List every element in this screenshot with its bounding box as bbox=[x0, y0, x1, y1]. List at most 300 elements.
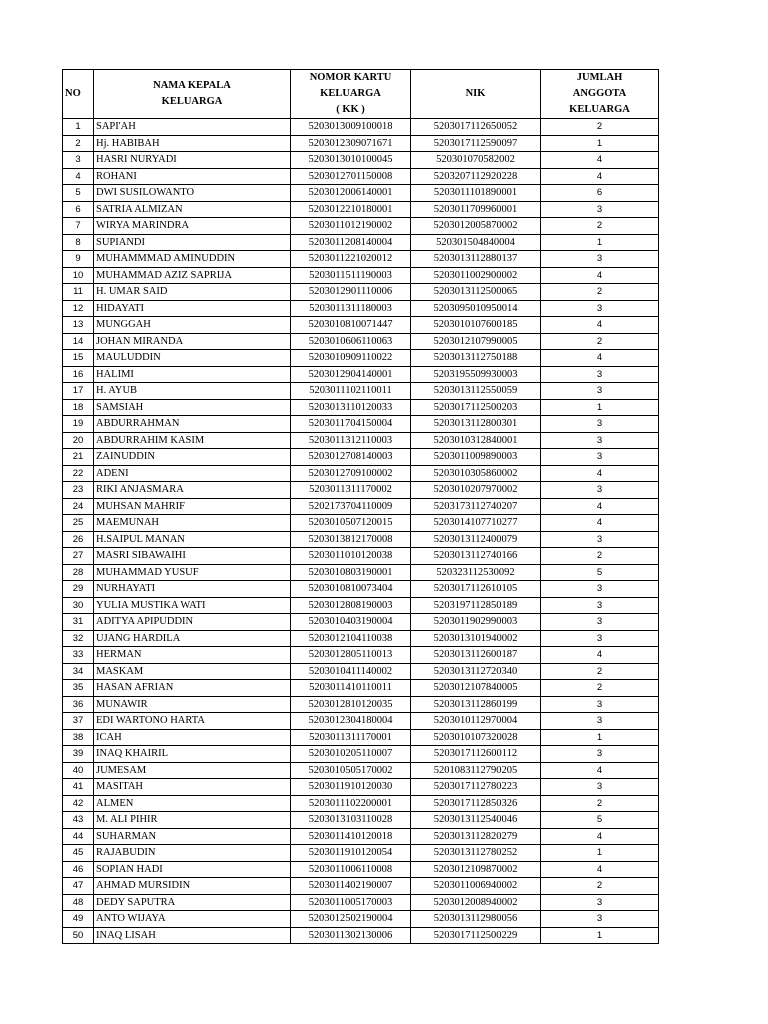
row-nama-kepala-keluarga: EDI WARTONO HARTA bbox=[94, 713, 291, 730]
row-jumlah-anggota: 3 bbox=[541, 201, 659, 218]
table-row bbox=[63, 432, 659, 449]
row-jumlah-anggota: 3 bbox=[541, 614, 659, 631]
header-no-label: NO bbox=[65, 88, 81, 99]
table-row bbox=[63, 812, 659, 829]
table-row bbox=[63, 168, 659, 185]
row-no: 35 bbox=[63, 680, 94, 697]
row-no: 33 bbox=[63, 647, 94, 664]
row-no: 18 bbox=[63, 399, 94, 416]
table-row bbox=[63, 894, 659, 911]
table-row bbox=[63, 911, 659, 928]
row-jumlah-anggota: 4 bbox=[541, 317, 659, 334]
row-no: 45 bbox=[63, 845, 94, 862]
table-row bbox=[63, 218, 659, 235]
row-nama-kepala-keluarga: ROHANI bbox=[94, 168, 291, 185]
row-jumlah-anggota: 3 bbox=[541, 894, 659, 911]
row-nama-kepala-keluarga: H. UMAR SAID bbox=[94, 284, 291, 301]
table-row bbox=[63, 449, 659, 466]
header-kk-line1: NOMOR KARTU bbox=[309, 72, 392, 83]
row-nik: 5203012107990005 bbox=[411, 333, 541, 350]
header-kk bbox=[291, 70, 411, 119]
header-nama-line1: NAMA KEPALA bbox=[153, 80, 231, 91]
row-nama-kepala-keluarga: MASKAM bbox=[94, 663, 291, 680]
row-nama-kepala-keluarga: ICAH bbox=[94, 729, 291, 746]
row-jumlah-anggota: 3 bbox=[541, 383, 659, 400]
row-no: 36 bbox=[63, 696, 94, 713]
table-row bbox=[63, 515, 659, 532]
row-jumlah-anggota: 3 bbox=[541, 300, 659, 317]
row-no: 5 bbox=[63, 185, 94, 202]
row-jumlah-anggota: 3 bbox=[541, 746, 659, 763]
row-no: 32 bbox=[63, 630, 94, 647]
family-table bbox=[62, 69, 659, 944]
row-nik: 5203011002900002 bbox=[411, 267, 541, 284]
row-nomor-kk: 5203013010100045 bbox=[291, 152, 411, 169]
row-nomor-kk: 5203013009100018 bbox=[291, 119, 411, 136]
table-row bbox=[63, 119, 659, 136]
header-nik-label: NIK bbox=[465, 88, 486, 99]
table-header bbox=[63, 70, 659, 119]
row-jumlah-anggota: 4 bbox=[541, 168, 659, 185]
table-row bbox=[63, 614, 659, 631]
row-nomor-kk: 5203011410110011 bbox=[291, 680, 411, 697]
row-nomor-kk: 5203011012190002 bbox=[291, 218, 411, 235]
row-jumlah-anggota: 2 bbox=[541, 680, 659, 697]
row-nomor-kk: 5203011704150004 bbox=[291, 416, 411, 433]
row-nik: 5203012005870002 bbox=[411, 218, 541, 235]
row-nomor-kk: 5203012309071671 bbox=[291, 135, 411, 152]
row-nik: 5203013112500065 bbox=[411, 284, 541, 301]
row-nomor-kk: 5203010411140002 bbox=[291, 663, 411, 680]
row-nomor-kk: 5203010205110007 bbox=[291, 746, 411, 763]
row-nama-kepala-keluarga: ABDURRAHIM KASIM bbox=[94, 432, 291, 449]
row-no: 42 bbox=[63, 795, 94, 812]
row-nama-kepala-keluarga: ZAINUDDIN bbox=[94, 449, 291, 466]
row-no: 39 bbox=[63, 746, 94, 763]
row-jumlah-anggota: 4 bbox=[541, 465, 659, 482]
row-nama-kepala-keluarga: UJANG HARDILA bbox=[94, 630, 291, 647]
row-jumlah-anggota: 2 bbox=[541, 218, 659, 235]
row-jumlah-anggota: 4 bbox=[541, 828, 659, 845]
row-nama-kepala-keluarga: ABDURRAHMAN bbox=[94, 416, 291, 433]
row-nama-kepala-keluarga: HERMAN bbox=[94, 647, 291, 664]
row-no: 47 bbox=[63, 878, 94, 895]
row-nama-kepala-keluarga: JOHAN MIRANDA bbox=[94, 333, 291, 350]
row-jumlah-anggota: 1 bbox=[541, 927, 659, 944]
row-nik: 5203013112750188 bbox=[411, 350, 541, 367]
row-no: 4 bbox=[63, 168, 94, 185]
row-nama-kepala-keluarga: MUHSAN MAHRIF bbox=[94, 498, 291, 515]
row-nama-kepala-keluarga: M. ALI PIHIR bbox=[94, 812, 291, 829]
table-row bbox=[63, 416, 659, 433]
row-jumlah-anggota: 2 bbox=[541, 284, 659, 301]
row-jumlah-anggota: 3 bbox=[541, 581, 659, 598]
row-no: 7 bbox=[63, 218, 94, 235]
row-no: 17 bbox=[63, 383, 94, 400]
row-nomor-kk: 5203012210180001 bbox=[291, 201, 411, 218]
row-jumlah-anggota: 2 bbox=[541, 333, 659, 350]
row-nama-kepala-keluarga: HASAN AFRIAN bbox=[94, 680, 291, 697]
row-nik: 5203017112590097 bbox=[411, 135, 541, 152]
row-nik: 5203010305860002 bbox=[411, 465, 541, 482]
table-row bbox=[63, 201, 659, 218]
row-nik: 5203013112820279 bbox=[411, 828, 541, 845]
row-nomor-kk: 5203010810071447 bbox=[291, 317, 411, 334]
row-nomor-kk: 5203012709100002 bbox=[291, 465, 411, 482]
row-nama-kepala-keluarga: MUHAMMMAD AMINUDDIN bbox=[94, 251, 291, 268]
row-no: 9 bbox=[63, 251, 94, 268]
row-nik: 5203011009890003 bbox=[411, 449, 541, 466]
table-row bbox=[63, 548, 659, 565]
row-nomor-kk: 5202173704110009 bbox=[291, 498, 411, 515]
table-row bbox=[63, 762, 659, 779]
row-nama-kepala-keluarga: MAULUDDIN bbox=[94, 350, 291, 367]
table-row bbox=[63, 350, 659, 367]
row-nik: 5203013112740166 bbox=[411, 548, 541, 565]
row-nik: 5203011006940002 bbox=[411, 878, 541, 895]
row-no: 13 bbox=[63, 317, 94, 334]
header-jumlah bbox=[541, 70, 659, 119]
table-row bbox=[63, 746, 659, 763]
table-row bbox=[63, 333, 659, 350]
table-row bbox=[63, 383, 659, 400]
row-nomor-kk: 5203011208140004 bbox=[291, 234, 411, 251]
row-nik: 5203010107320028 bbox=[411, 729, 541, 746]
row-jumlah-anggota: 3 bbox=[541, 251, 659, 268]
row-no: 22 bbox=[63, 465, 94, 482]
row-no: 14 bbox=[63, 333, 94, 350]
row-nomor-kk: 5203012805110013 bbox=[291, 647, 411, 664]
row-jumlah-anggota: 3 bbox=[541, 482, 659, 499]
row-nama-kepala-keluarga: YULIA MUSTIKA WATI bbox=[94, 597, 291, 614]
table-row bbox=[63, 630, 659, 647]
row-jumlah-anggota: 3 bbox=[541, 416, 659, 433]
row-nomor-kk: 5203013103110028 bbox=[291, 812, 411, 829]
row-jumlah-anggota: 4 bbox=[541, 152, 659, 169]
row-no: 31 bbox=[63, 614, 94, 631]
row-no: 15 bbox=[63, 350, 94, 367]
row-nomor-kk: 5203010606110063 bbox=[291, 333, 411, 350]
row-nik: 5203013112780252 bbox=[411, 845, 541, 862]
row-nama-kepala-keluarga: SATRIA ALMIZAN bbox=[94, 201, 291, 218]
row-jumlah-anggota: 5 bbox=[541, 812, 659, 829]
row-nik: 5203013101940002 bbox=[411, 630, 541, 647]
row-no: 25 bbox=[63, 515, 94, 532]
row-nik: 520301504840004 bbox=[411, 234, 541, 251]
table-row bbox=[63, 284, 659, 301]
row-nama-kepala-keluarga: SOPIAN HADI bbox=[94, 861, 291, 878]
row-nama-kepala-keluarga: ADENI bbox=[94, 465, 291, 482]
row-nik: 520301070582002 bbox=[411, 152, 541, 169]
row-nama-kepala-keluarga: ADITYA APIPUDDIN bbox=[94, 614, 291, 631]
row-nik: 5203010312840001 bbox=[411, 432, 541, 449]
table-row bbox=[63, 366, 659, 383]
row-jumlah-anggota: 3 bbox=[541, 449, 659, 466]
row-jumlah-anggota: 3 bbox=[541, 911, 659, 928]
header-kk-line2: KELUARGA bbox=[320, 88, 381, 99]
row-nama-kepala-keluarga: MAEMUNAH bbox=[94, 515, 291, 532]
row-jumlah-anggota: 2 bbox=[541, 663, 659, 680]
row-no: 41 bbox=[63, 779, 94, 796]
row-nomor-kk: 5203012808190003 bbox=[291, 597, 411, 614]
row-nama-kepala-keluarga: INAQ KHAIRIL bbox=[94, 746, 291, 763]
family-list-sheet bbox=[62, 69, 658, 944]
row-nomor-kk: 5203011910120054 bbox=[291, 845, 411, 862]
row-nik: 5203013112400079 bbox=[411, 531, 541, 548]
row-nama-kepala-keluarga: HALIMI bbox=[94, 366, 291, 383]
row-jumlah-anggota: 3 bbox=[541, 432, 659, 449]
table-row bbox=[63, 828, 659, 845]
row-nomor-kk: 5203011006110008 bbox=[291, 861, 411, 878]
row-no: 23 bbox=[63, 482, 94, 499]
row-nomor-kk: 5203012304180004 bbox=[291, 713, 411, 730]
row-jumlah-anggota: 4 bbox=[541, 861, 659, 878]
row-jumlah-anggota: 3 bbox=[541, 531, 659, 548]
header-jumlah-line3: KELUARGA bbox=[569, 104, 630, 115]
row-jumlah-anggota: 4 bbox=[541, 498, 659, 515]
row-no: 44 bbox=[63, 828, 94, 845]
row-nama-kepala-keluarga: H.SAIPUL MANAN bbox=[94, 531, 291, 548]
row-nomor-kk: 5203011221020012 bbox=[291, 251, 411, 268]
row-nik: 5203017112780223 bbox=[411, 779, 541, 796]
table-row bbox=[63, 531, 659, 548]
row-nomor-kk: 5203012006140001 bbox=[291, 185, 411, 202]
row-no: 26 bbox=[63, 531, 94, 548]
row-nik: 5203013112600187 bbox=[411, 647, 541, 664]
row-nomor-kk: 5203012701150008 bbox=[291, 168, 411, 185]
row-nik: 5203017112500229 bbox=[411, 927, 541, 944]
row-jumlah-anggota: 4 bbox=[541, 762, 659, 779]
row-nomor-kk: 5203011102110011 bbox=[291, 383, 411, 400]
row-nik: 5203012109870002 bbox=[411, 861, 541, 878]
header-no bbox=[63, 70, 94, 119]
row-nama-kepala-keluarga: RIKI ANJASMARA bbox=[94, 482, 291, 499]
row-nama-kepala-keluarga: MASRI SIBAWAIHI bbox=[94, 548, 291, 565]
row-jumlah-anggota: 6 bbox=[541, 185, 659, 202]
header-nama bbox=[94, 70, 291, 119]
table-row bbox=[63, 399, 659, 416]
row-nama-kepala-keluarga: MUNAWIR bbox=[94, 696, 291, 713]
header-nama-line2: KELUARGA bbox=[161, 96, 223, 107]
row-nomor-kk: 5203011010120038 bbox=[291, 548, 411, 565]
row-no: 11 bbox=[63, 284, 94, 301]
table-row bbox=[63, 317, 659, 334]
row-nama-kepala-keluarga: MUNGGAH bbox=[94, 317, 291, 334]
row-nomor-kk: 5203013812170008 bbox=[291, 531, 411, 548]
table-row bbox=[63, 663, 659, 680]
row-nik: 5203012008940002 bbox=[411, 894, 541, 911]
table-row bbox=[63, 647, 659, 664]
table-row bbox=[63, 152, 659, 169]
row-nomor-kk: 5203010803190001 bbox=[291, 564, 411, 581]
row-nik: 5203011902990003 bbox=[411, 614, 541, 631]
row-nik: 5203013112980056 bbox=[411, 911, 541, 928]
row-jumlah-anggota: 2 bbox=[541, 119, 659, 136]
table-row bbox=[63, 597, 659, 614]
row-nama-kepala-keluarga: NURHAYATI bbox=[94, 581, 291, 598]
row-nik: 5203013112860199 bbox=[411, 696, 541, 713]
row-no: 19 bbox=[63, 416, 94, 433]
row-no: 30 bbox=[63, 597, 94, 614]
row-nik: 5203095010950014 bbox=[411, 300, 541, 317]
table-row bbox=[63, 185, 659, 202]
row-jumlah-anggota: 1 bbox=[541, 729, 659, 746]
row-nama-kepala-keluarga: SAPI'AH bbox=[94, 119, 291, 136]
row-nomor-kk: 5203011402190007 bbox=[291, 878, 411, 895]
table-row bbox=[63, 267, 659, 284]
row-nik: 5203010207970002 bbox=[411, 482, 541, 499]
row-jumlah-anggota: 4 bbox=[541, 350, 659, 367]
table-row bbox=[63, 878, 659, 895]
row-nama-kepala-keluarga: SUHARMAN bbox=[94, 828, 291, 845]
row-jumlah-anggota: 3 bbox=[541, 630, 659, 647]
row-no: 48 bbox=[63, 894, 94, 911]
row-no: 28 bbox=[63, 564, 94, 581]
row-jumlah-anggota: 4 bbox=[541, 647, 659, 664]
row-jumlah-anggota: 1 bbox=[541, 135, 659, 152]
table-body bbox=[63, 119, 659, 944]
row-nik: 5203207112920228 bbox=[411, 168, 541, 185]
row-nama-kepala-keluarga: WIRYA MARINDRA bbox=[94, 218, 291, 235]
row-no: 38 bbox=[63, 729, 94, 746]
header-kk-line3: ( KK ) bbox=[336, 104, 365, 115]
row-nama-kepala-keluarga: MASITAH bbox=[94, 779, 291, 796]
row-nama-kepala-keluarga: MUHAMMAD AZIZ SAPRIJA bbox=[94, 267, 291, 284]
row-nama-kepala-keluarga: AHMAD MURSIDIN bbox=[94, 878, 291, 895]
row-no: 24 bbox=[63, 498, 94, 515]
row-no: 1 bbox=[63, 119, 94, 136]
header-jumlah-line2: ANGGOTA bbox=[572, 88, 627, 99]
row-jumlah-anggota: 2 bbox=[541, 795, 659, 812]
row-nama-kepala-keluarga: DWI SUSILOWANTO bbox=[94, 185, 291, 202]
row-nama-kepala-keluarga: SAMSIAH bbox=[94, 399, 291, 416]
row-nik: 5203011709960001 bbox=[411, 201, 541, 218]
row-nomor-kk: 5203011410120018 bbox=[291, 828, 411, 845]
row-no: 37 bbox=[63, 713, 94, 730]
header-jumlah-line1: JUMLAH bbox=[576, 72, 623, 83]
row-nik: 5203195509930003 bbox=[411, 366, 541, 383]
row-nomor-kk: 5203012104110038 bbox=[291, 630, 411, 647]
table-row bbox=[63, 234, 659, 251]
row-nama-kepala-keluarga: Hj. HABIBAH bbox=[94, 135, 291, 152]
table-row bbox=[63, 680, 659, 697]
row-nik: 5203013112550059 bbox=[411, 383, 541, 400]
row-jumlah-anggota: 4 bbox=[541, 515, 659, 532]
table-row bbox=[63, 465, 659, 482]
row-nomor-kk: 5203010810073404 bbox=[291, 581, 411, 598]
row-nomor-kk: 5203013110120033 bbox=[291, 399, 411, 416]
row-no: 21 bbox=[63, 449, 94, 466]
row-nik: 5203010112970004 bbox=[411, 713, 541, 730]
row-nik: 5203017112850326 bbox=[411, 795, 541, 812]
row-nik: 5203012107840005 bbox=[411, 680, 541, 697]
row-nomor-kk: 5203012904140001 bbox=[291, 366, 411, 383]
row-nama-kepala-keluarga: DEDY SAPUTRA bbox=[94, 894, 291, 911]
row-jumlah-anggota: 5 bbox=[541, 564, 659, 581]
row-jumlah-anggota: 4 bbox=[541, 267, 659, 284]
row-jumlah-anggota: 3 bbox=[541, 597, 659, 614]
row-nomor-kk: 5203010403190004 bbox=[291, 614, 411, 631]
row-nomor-kk: 5203011511190003 bbox=[291, 267, 411, 284]
row-no: 46 bbox=[63, 861, 94, 878]
row-nik: 5203010107600185 bbox=[411, 317, 541, 334]
row-jumlah-anggota: 1 bbox=[541, 399, 659, 416]
row-jumlah-anggota: 2 bbox=[541, 548, 659, 565]
row-jumlah-anggota: 3 bbox=[541, 713, 659, 730]
row-nomor-kk: 5203011312110003 bbox=[291, 432, 411, 449]
row-nik: 5203013112720340 bbox=[411, 663, 541, 680]
row-nomor-kk: 5203011102200001 bbox=[291, 795, 411, 812]
table-row bbox=[63, 581, 659, 598]
row-nomor-kk: 5203012810120035 bbox=[291, 696, 411, 713]
table-row bbox=[63, 135, 659, 152]
row-no: 34 bbox=[63, 663, 94, 680]
row-nik: 5203013112880137 bbox=[411, 251, 541, 268]
table-row bbox=[63, 300, 659, 317]
row-no: 8 bbox=[63, 234, 94, 251]
row-nomor-kk: 5203011302130006 bbox=[291, 927, 411, 944]
row-nama-kepala-keluarga: SUPIANDI bbox=[94, 234, 291, 251]
row-nomor-kk: 5203012708140003 bbox=[291, 449, 411, 466]
row-nama-kepala-keluarga: H. AYUB bbox=[94, 383, 291, 400]
row-no: 27 bbox=[63, 548, 94, 565]
row-nik: 5203017112650052 bbox=[411, 119, 541, 136]
row-no: 6 bbox=[63, 201, 94, 218]
row-nik: 520323112530092 bbox=[411, 564, 541, 581]
table-row bbox=[63, 845, 659, 862]
row-nama-kepala-keluarga: ALMEN bbox=[94, 795, 291, 812]
row-nama-kepala-keluarga: MUHAMMAD YUSUF bbox=[94, 564, 291, 581]
row-no: 50 bbox=[63, 927, 94, 944]
header-nik bbox=[411, 70, 541, 119]
row-nama-kepala-keluarga: HASRI NURYADI bbox=[94, 152, 291, 169]
row-nik: 5203017112600112 bbox=[411, 746, 541, 763]
table-row bbox=[63, 482, 659, 499]
row-nomor-kk: 5203010505170002 bbox=[291, 762, 411, 779]
row-no: 12 bbox=[63, 300, 94, 317]
row-nik: 5203013112800301 bbox=[411, 416, 541, 433]
row-no: 16 bbox=[63, 366, 94, 383]
table-row bbox=[63, 927, 659, 944]
header-row bbox=[63, 70, 659, 119]
row-jumlah-anggota: 1 bbox=[541, 845, 659, 862]
row-nama-kepala-keluarga: HIDAYATI bbox=[94, 300, 291, 317]
table-row bbox=[63, 251, 659, 268]
row-nik: 5203197112850189 bbox=[411, 597, 541, 614]
row-nik: 5203014107710277 bbox=[411, 515, 541, 532]
row-nomor-kk: 5203012502190004 bbox=[291, 911, 411, 928]
row-nik: 5201083112790205 bbox=[411, 762, 541, 779]
table-row bbox=[63, 795, 659, 812]
table-row bbox=[63, 779, 659, 796]
row-nama-kepala-keluarga: ANTO WIJAYA bbox=[94, 911, 291, 928]
row-jumlah-anggota: 3 bbox=[541, 696, 659, 713]
table-row bbox=[63, 696, 659, 713]
row-nik: 5203017112610105 bbox=[411, 581, 541, 598]
row-jumlah-anggota: 1 bbox=[541, 234, 659, 251]
row-no: 43 bbox=[63, 812, 94, 829]
table-row bbox=[63, 498, 659, 515]
row-nik: 5203173112740207 bbox=[411, 498, 541, 515]
row-nomor-kk: 5203012901110006 bbox=[291, 284, 411, 301]
row-nama-kepala-keluarga: RAJABUDIN bbox=[94, 845, 291, 862]
row-nomor-kk: 5203011311170002 bbox=[291, 482, 411, 499]
row-no: 10 bbox=[63, 267, 94, 284]
row-nomor-kk: 5203010507120015 bbox=[291, 515, 411, 532]
row-nomor-kk: 5203011311170001 bbox=[291, 729, 411, 746]
row-nomor-kk: 5203011910120030 bbox=[291, 779, 411, 796]
row-no: 20 bbox=[63, 432, 94, 449]
